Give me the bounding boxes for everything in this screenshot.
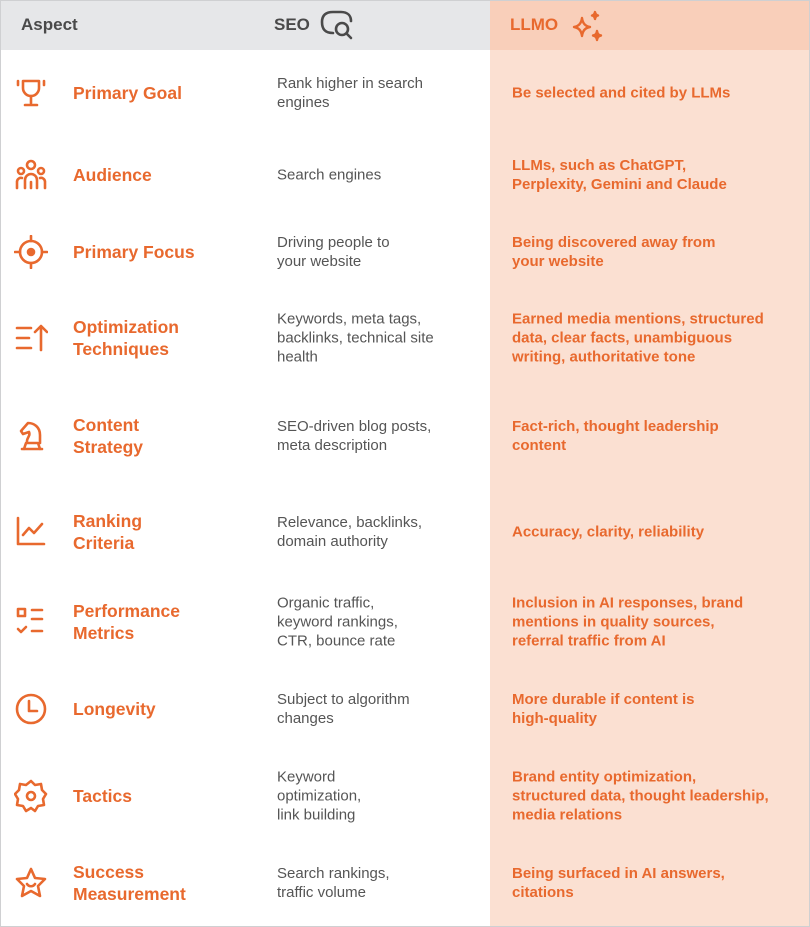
aspect-label: Longevity <box>73 699 156 719</box>
aspect-label: Success Measurement <box>73 861 186 904</box>
llmo-cell: Being discovered away from your website <box>512 234 716 270</box>
aspect-label: Tactics <box>73 786 133 806</box>
header-seo: SEO <box>274 15 310 34</box>
search-bubble-icon <box>320 9 356 43</box>
table-row <box>0 136 810 214</box>
seo-cell: Search engines <box>277 166 382 184</box>
llmo-cell: Be selected and cited by LLMs <box>512 84 731 102</box>
sort-up-icon <box>14 321 48 355</box>
seo-cell: Keywords, meta tags, backlinks, technical site health <box>277 310 434 366</box>
table-row <box>0 840 810 925</box>
seo-cell: Subject to algorithm changes <box>277 691 410 727</box>
aspect-label: Ranking Criteria <box>73 511 143 553</box>
seo-cell: SEO-driven blog posts, meta description <box>277 418 432 454</box>
gear-icon <box>14 779 48 813</box>
llmo-cell: Earned media mentions, structured data, clear facts, unambiguous writing, authoritative tone <box>512 310 764 366</box>
table-row <box>0 386 810 486</box>
seo-cell: Relevance, backlinks, domain authority <box>277 514 423 550</box>
llmo-cell: LLMs, such as ChatGPT, Perplexity, Gemini and Claude <box>512 157 727 193</box>
target-icon <box>14 235 48 269</box>
llmo-cell: Being surfaced in AI answers, citations <box>512 864 725 901</box>
llmo-cell: Inclusion in AI responses, brand mentions in quality sources, referral traffic from AI <box>512 594 744 650</box>
aspect-label: Primary Focus <box>73 242 195 262</box>
seo-cell: Search rankings, traffic volume <box>277 864 390 901</box>
sparkles-icon <box>570 10 606 44</box>
llmo-cell: More durable if content is high-quality <box>512 691 695 727</box>
llmo-cell: Fact-rich, thought leadership content <box>512 418 719 454</box>
aspect-label: Audience <box>73 165 152 185</box>
llmo-cell: Accuracy, clarity, reliability <box>512 523 705 541</box>
table-row <box>0 666 810 752</box>
aspect-label: Optimization Techniques <box>73 317 179 359</box>
table-row <box>0 50 810 136</box>
header-aspect: Aspect <box>21 15 78 34</box>
aspect-label: Primary Goal <box>73 83 182 103</box>
seo-cell: Keyword optimization, link building <box>277 768 362 824</box>
table-row <box>0 486 810 578</box>
llmo-cell: Brand entity optimization, structured data, thought leadership, media relations <box>512 768 769 824</box>
line-chart-icon <box>14 515 48 549</box>
seo-cell: Rank higher in search engines <box>277 75 423 111</box>
chess-knight-icon <box>14 419 48 453</box>
table-row <box>0 752 810 840</box>
seo-cell: Organic traffic, keyword rankings, CTR, bounce rate <box>277 594 398 650</box>
trophy-icon <box>14 76 48 110</box>
table-row <box>0 578 810 666</box>
table-row <box>0 214 810 290</box>
table-row <box>0 290 810 386</box>
aspect-label: Content Strategy <box>73 415 144 457</box>
seo-cell: Driving people to your website <box>277 234 390 270</box>
aspect-label: Performance Metrics <box>73 601 180 643</box>
clock-icon <box>14 692 48 726</box>
checklist-icon <box>14 605 48 639</box>
star-smile-icon <box>14 866 48 900</box>
header-llmo: LLMO <box>510 15 559 34</box>
audience-icon <box>14 158 48 192</box>
